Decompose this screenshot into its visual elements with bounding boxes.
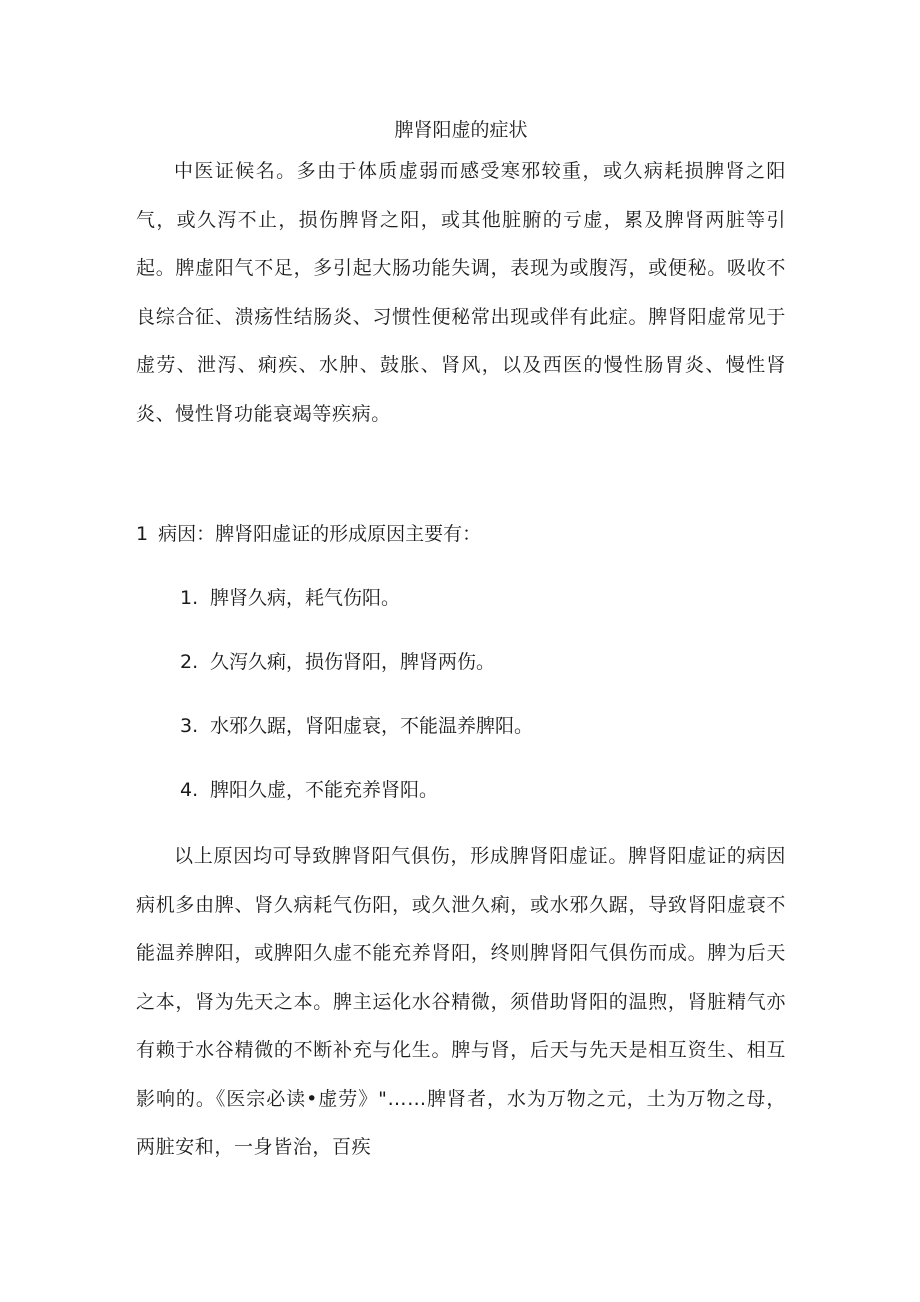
list-item-text: 水邪久踞，肾阳虚衰，不能温养脾阳。 xyxy=(210,715,534,737)
list-item-text: 久泻久痢，损伤肾阳，脾肾两伤。 xyxy=(210,651,496,673)
document-title: 脾肾阳虚的症状 xyxy=(394,119,528,141)
list-item xyxy=(136,648,786,712)
section-heading-text: 病因：脾肾阳虚证的形成原因主要有： xyxy=(158,523,482,545)
section-heading xyxy=(136,520,786,548)
intro-paragraph: 中医证候名。多由于体质虚弱而感受寒邪较重，或久病耗损脾肾之阳气，或久泻不止，损伤脾肾之阳，或其他脏腑的亏虚，累及脾肾两脏等引起。脾虚阳气不足，多引起大肠功能失调，表现为或腹泻，或便秘。吸收不良综合征、溃疡性结肠炎、习惯性便秘常出现或伴有此症。脾肾阳虚常见于虚劳、泄泻、痢疾、水肿、鼓胀、肾风，以及西医的慢性肠胃炎、慢性肾炎、慢性肾功能衰竭等疾病。 xyxy=(136,160,786,425)
list-item-number: 1. xyxy=(180,587,199,609)
list-item xyxy=(136,712,786,776)
list-item-number: 2. xyxy=(180,651,199,673)
list-item-text: 脾阳久虚，不能充养肾阳。 xyxy=(210,779,439,801)
conclusion-paragraph: 以上原因均可导致脾肾阳气俱伤，形成脾肾阳虚证。脾肾阳虚证的病因病机多由脾、肾久病耗气伤阳，或久泄久痢，或水邪久踞，导致肾阳虚衰不能温养脾阳，或脾阳久虚不能充养肾阳，终则脾肾阳气俱伤而成。脾为后天之本，肾为先天之本。脾主运化水谷精微，须借助肾阳的温煦，肾脏精气亦有赖于水谷精微的不断补充与化生。脾与肾，后天与先天是相互资生、相互影响的。《医宗必读•虚劳》"……脾肾者，水为万物之元，土为万物之母，两脏安和，一身皆治，百疾 xyxy=(136,845,786,1158)
list-item-text: 脾肾久病，耗气伤阳。 xyxy=(210,587,401,609)
section-number: 1 xyxy=(136,523,149,545)
cause-list xyxy=(136,584,786,832)
list-item-number: 3. xyxy=(180,715,199,737)
document-page xyxy=(136,116,786,1172)
list-item xyxy=(136,584,786,648)
list-item-number: 4. xyxy=(180,779,199,801)
list-item xyxy=(136,776,786,832)
